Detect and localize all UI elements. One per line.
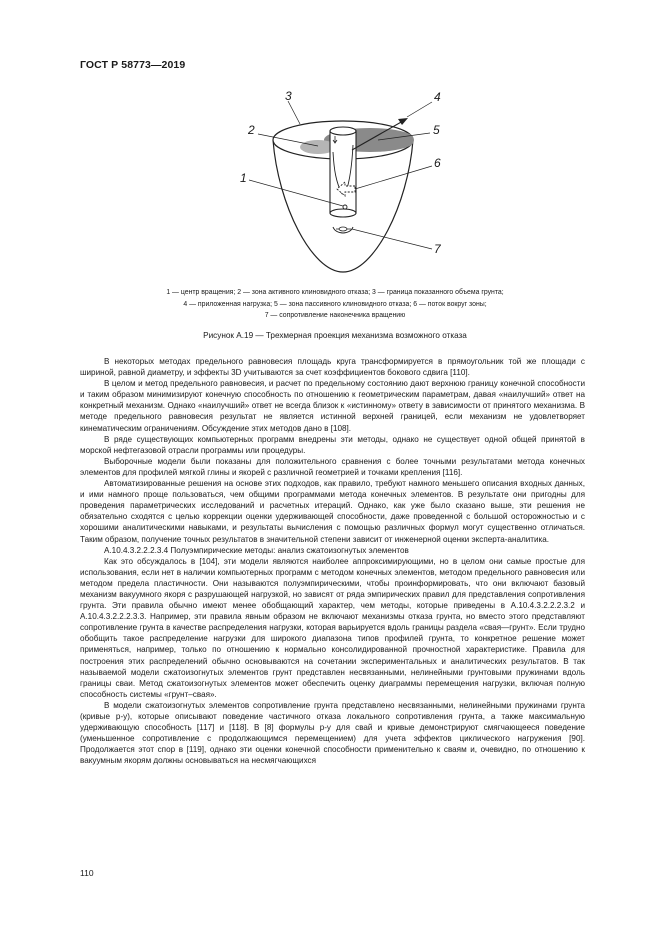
figure-a19 bbox=[0, 0, 661, 300]
figure-caption: Рисунок А.19 — Трехмерная проекция механизма возможного отказа bbox=[203, 331, 467, 340]
paragraph: Выборочные модели были показаны для положительного сравнения с более точными результатами метода конечных элементов для профилей мягкой глины и якорей с различной геометрией и точками крепления [116]. bbox=[80, 456, 585, 477]
figure-label-5: 5 bbox=[433, 123, 440, 137]
figure-label-7: 7 bbox=[434, 242, 441, 256]
figure-label-6: 6 bbox=[434, 156, 441, 170]
paragraph: Автоматизированные решения на основе этих подходов, как правило, требуют намного меньшего описания входных данных, и ими намного проще пользоваться, чем общими программами метода конечных элементов. В результате они пригодны для проведения параметрических исследований и расчетных итераций. Однако, как уже было сказано выше, эти решения не обязательно сходятся с целью коррекции оценки удерживающей способности, даже проведенной с большой осторожностью и с хорошими аналитическими навыками, и результаты вычисления с помощью различных формул могут существенно отличаться. Таким образом, получение точных результатов в значительной степени зависит от инженерной оценки эксперта-аналитика. bbox=[80, 479, 585, 544]
paragraph: В ряде существующих компьютерных программ внедрены эти методы, однако не существует одной общей принятой в морской нефтегазовой отрасли программы или процедуры. bbox=[80, 434, 585, 455]
paragraph: В модели сжатоизогнутых элементов сопротивление грунта представлено несвязанными, нелинейными пружинами грунта (кривые p-y), которые описывают поведение частичного отказа локального сопротивления грунта, а также максимальную удерживающую способность [117] и [118]. В [8] формулы p-y для свай и кривые демонстрируют смягчающееся поведение (уменьшенное сопротивление с продолжающимся перемещением) для учета эффектов циклического нагружения [90]. Продолжается этот спор в [119], однако эти оценки конечной способности применительно к сваям и, очевидно, по отношению к вакуумным якорям должны основываться на несмягчающихся bbox=[80, 700, 585, 766]
tip-resistance-symbol bbox=[333, 227, 353, 233]
paragraph: В целом и метод предельного равновесия, и расчет по предельному состоянию дают верхнюю границу конечной способности и таким образом минимизируют конечную способность по отношению к геометрическим параметрам, давая «наилучший» ответ на конкретный механизм. Однако «наилучший» ответ не всегда близок к «истинному» ответу в зависимости от принятого механизма. В методе предельного равновесия результат не является истинной верхней границей, если механизм не удовлетворяет кинематическим ограничениям. Обсуждение этих методов дано в [108]. bbox=[80, 379, 585, 433]
section-heading: А.10.4.3.2.2.2.3.4 Полуэмпирические методы: анализ сжатоизогнутых элементов bbox=[104, 545, 409, 555]
rotation-center-marker bbox=[343, 205, 347, 209]
failure-mechanism-diagram bbox=[0, 0, 661, 300]
paragraph: В некоторых методах предельного равновесия площадь круга трансформируется в прямоугольник той же площади с шириной, равной диаметру, и эффекты 3D учитываются за счет коэффициентов бокового сдвига [110]. bbox=[80, 357, 585, 378]
legend-line: 1 — центр вращения; 2 — зона активного клиновидного отказа; 3 — граница показанного объема грунта; bbox=[166, 289, 504, 296]
paragraph: Как это обсуждалось в [104], эти модели являются наиболее аппроксимирующими, но в целом они самые простые для использования, если нет в наличии компьютерных программ с методом конечных элементов, методом предельного равновесия или методом предела пластичности. Они называются полуэмпирическими, чтобы проинформировать, что они включают базовый механизм вакуумного якоря с разрушающей нагрузкой, но зависят от ряда эмпирических правил для представления сопротивления грунта. Эти правила обычно имеют менее обобщающий характер, чем методы, которые приведены в А.10.4.3.2.2.2.3.2 и А.10.4.3.2.2.2.3.3. Например, эти правила явным образом не включают механизмы отказа грунта, но вместо этого представляют сопротивление грунта в качестве распределения нагрузки, которая варьируется вдоль границы раздела «свая—грунт». Если трудно обобщить такое распределение нагрузки для широкого диапазона типов профилей грунта, то конкретное решение может применяться, например, только по отношению к нормально консолидированной прочностной характеристике. Правила для построения этих распределений обычно основываются на сочетании экспериментальных и аналитических результатов. В так называемой модели сжатоизогнутых элементов грунт представлен несвязанными, нелинейными грунтовыми пружинами вдоль границы сваи. Метод сжатоизогнутых элементов может обеспечить оценку диаграммы перемещения нагрузки, включая полную способность системы «грунт–свая». bbox=[80, 556, 585, 699]
document-header: ГОСТ Р 58773—2019 bbox=[80, 59, 186, 71]
body-text bbox=[80, 356, 585, 766]
figure-legend bbox=[90, 287, 580, 322]
figure-label-1: 1 bbox=[240, 171, 247, 185]
legend-line: 7 — сопротивление наконечника вращению bbox=[264, 312, 406, 319]
page-number: 110 bbox=[80, 868, 94, 878]
legend-line: 4 — приложенная нагрузка; 5 — зона пассивного клиновидного отказа; 6 — поток вокруг зоны; bbox=[183, 300, 487, 308]
figure-label-3: 3 bbox=[285, 89, 292, 103]
figure-label-4: 4 bbox=[434, 90, 441, 104]
figure-label-2: 2 bbox=[248, 123, 255, 137]
